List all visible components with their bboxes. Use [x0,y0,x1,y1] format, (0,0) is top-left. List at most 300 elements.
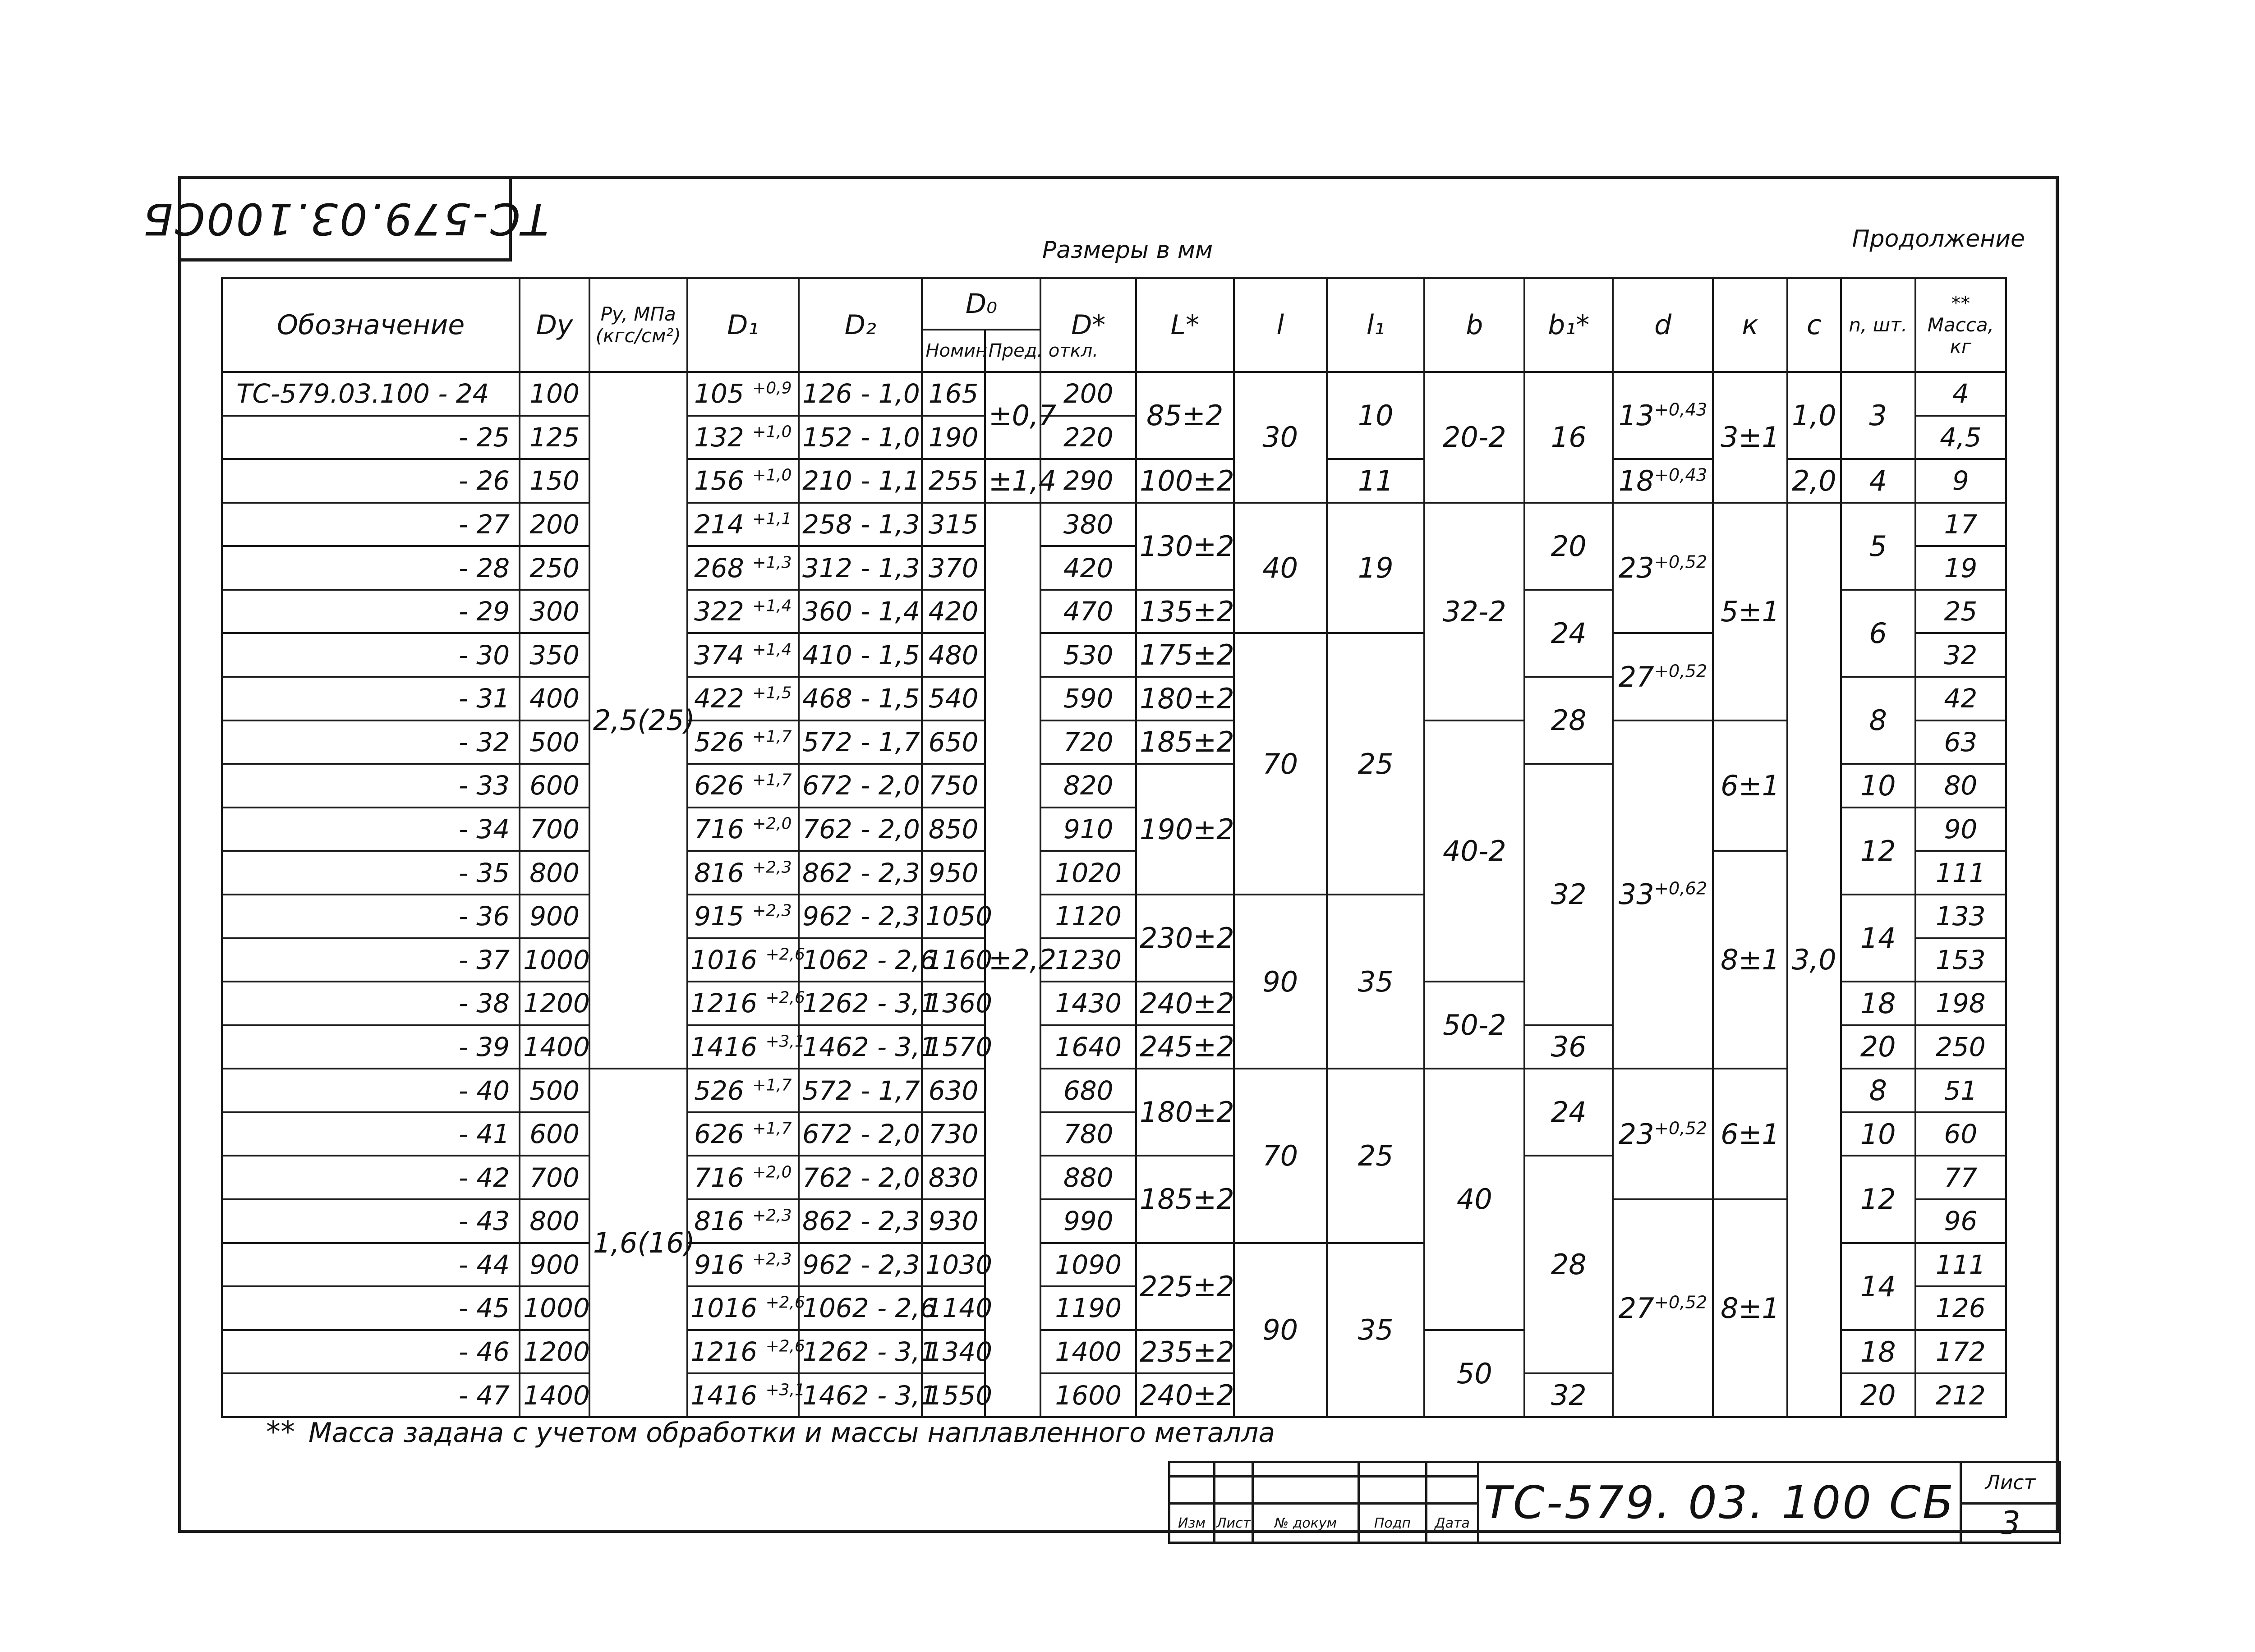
d1-tolerance: +1,7 [752,771,792,790]
d-hole-tolerance: +0,43 [1654,465,1707,486]
dy-cell: 200 [520,503,589,546]
d1-tolerance: +2,6 [765,1294,805,1312]
d-star-cell: 1640 [1040,1025,1136,1069]
py-cell: 2,5(25) [589,372,687,1069]
corner-stamp-text: ТС-579.03.100СБ [141,193,549,244]
mass-cell: 32 [1915,633,2006,677]
mass-cell: 9 [1915,459,2006,503]
designation-cell: - 37 [222,938,520,982]
d0-nominal-cell: 950 [922,851,985,895]
caption-izm: Изм [1169,1504,1215,1543]
n-cell: 20 [1841,1373,1915,1417]
d-hole-tolerance: +0,52 [1654,1118,1707,1138]
d1-tolerance: +2,3 [752,1250,792,1269]
b1-cell: 24 [1524,1069,1613,1156]
header-py: Py, МПа (кгс/см²) [589,278,687,372]
title-block-cell [1215,1477,1253,1504]
d-star-cell: 1020 [1040,851,1136,895]
dy-cell: 900 [520,1243,589,1287]
d1-tolerance: +2,0 [752,1163,792,1182]
l-star-cell: 130±2 [1136,503,1234,590]
n-cell: 18 [1841,1330,1915,1374]
dy-cell: 400 [520,677,589,720]
d2-cell: 1262 - 3,1 [799,982,922,1025]
d1-cell [687,590,799,633]
d1-cell [687,677,799,720]
d0-nominal-cell: 1140 [922,1286,985,1330]
d2-cell: 1262 - 3,1 [799,1330,922,1374]
d1-base: 1016 [690,1293,758,1324]
designation-cell: - 35 [222,851,520,895]
d0-nominal-cell: 1030 [922,1243,985,1287]
header-k: к [1713,278,1787,372]
d2-cell: 1062 - 2,6 [799,938,922,982]
sheet-number: 3 [1961,1504,2060,1543]
l1-cell: 10 [1327,372,1425,459]
table-row [222,1199,2006,1243]
b1-cell: 24 [1524,590,1613,677]
d1-cell [687,720,799,764]
d0-tolerance-cell: ±0,7 [985,372,1041,459]
d1-tolerance: +1,4 [752,640,792,659]
title-block-cell [1169,1477,1215,1504]
d2-cell: 962 - 2,3 [799,895,922,938]
d0-nominal-cell: 165 [922,372,985,416]
n-cell: 8 [1841,1069,1915,1112]
designation-cell: - 40 [222,1069,520,1112]
d1-base: 716 [694,1162,744,1193]
l-star-cell: 185±2 [1136,720,1234,764]
mass-cell: 77 [1915,1156,2006,1199]
table-row [222,503,2006,546]
dy-cell: 1400 [520,1373,589,1417]
n-cell: 18 [1841,982,1915,1025]
d-hole-base: 27 [1618,660,1654,693]
k-cell: 8±1 [1713,1199,1787,1417]
designation-cell: - 36 [222,895,520,938]
d-hole-base: 23 [1618,551,1654,585]
d-star-cell: 720 [1040,720,1136,764]
designation-cell: - 30 [222,633,520,677]
d1-base: 322 [694,596,744,627]
d-hole-cell [1613,1069,1713,1199]
d-hole-base: 33 [1618,878,1654,911]
b1-cell: 36 [1524,1025,1613,1069]
mass-cell: 60 [1915,1112,2006,1156]
dy-cell: 600 [520,764,589,808]
d1-base: 214 [694,509,744,540]
l1-cell: 35 [1327,1243,1425,1417]
corner-stamp [141,176,549,262]
mass-cell: 80 [1915,764,2006,808]
d1-tolerance: +3,1 [765,1381,805,1400]
d2-cell: 672 - 2,0 [799,1112,922,1156]
footnote-text: Масса задана с учетом обработки и массы наплавленного металла [308,1417,1275,1449]
designation-cell: - 33 [222,764,520,808]
mass-cell: 198 [1915,982,2006,1025]
mass-cell: 42 [1915,677,2006,720]
designation-cell: - 28 [222,546,520,590]
d1-base: 1216 [690,1336,758,1367]
d-hole-cell [1613,720,1713,1069]
n-cell: 4 [1841,459,1915,503]
mass-cell: 133 [1915,895,2006,938]
header-d2: D₂ [799,278,922,372]
d1-base: 132 [694,422,744,453]
d0-nominal-cell: 480 [922,633,985,677]
d1-cell [687,459,799,503]
d1-cell [687,895,799,938]
n-cell: 20 [1841,1025,1915,1069]
dy-cell: 300 [520,590,589,633]
d1-tolerance: +2,3 [752,901,792,920]
d0-nominal-cell: 730 [922,1112,985,1156]
dy-cell: 1000 [520,938,589,982]
d1-cell [687,982,805,1025]
n-cell: 10 [1841,1112,1915,1156]
d-hole-base: 27 [1618,1291,1654,1325]
b-cell: 50-2 [1424,982,1524,1069]
l1-cell: 35 [1327,895,1425,1069]
d-hole-cell [1613,1199,1713,1417]
n-cell: 5 [1841,503,1915,590]
l-star-cell: 230±2 [1136,895,1234,982]
d-star-cell: 1090 [1040,1243,1136,1287]
title-block [1168,1461,2061,1544]
d2-cell: 360 - 1,4 [799,590,922,633]
n-cell: 6 [1841,590,1915,677]
d1-cell [687,938,805,982]
d1-tolerance: +0,9 [752,379,792,398]
d-hole-tolerance: +0,52 [1654,1292,1707,1313]
mass-cell: 96 [1915,1199,2006,1243]
dy-cell: 1200 [520,1330,589,1374]
b-cell: 50 [1424,1330,1524,1417]
b1-cell: 32 [1524,1373,1613,1417]
dy-cell: 1400 [520,1025,589,1069]
mass-cell: 172 [1915,1330,2006,1374]
d-star-cell: 820 [1040,764,1136,808]
caption-doc-number: № докум [1253,1504,1359,1543]
designation-cell: - 34 [222,808,520,851]
d2-cell: 572 - 1,7 [799,720,922,764]
d1-tolerance: +2,3 [752,1206,792,1225]
d2-cell: 962 - 2,3 [799,1243,922,1287]
dy-cell: 500 [520,1069,589,1112]
dy-cell: 250 [520,546,589,590]
l-cell: 30 [1234,372,1327,503]
d-star-cell: 680 [1040,1069,1136,1112]
dy-cell: 800 [520,1199,589,1243]
header-d1: D₁ [687,278,799,372]
d1-tolerance: +1,3 [752,553,792,572]
table-row [222,851,2006,895]
designation-cell: - 29 [222,590,520,633]
header-l: l [1234,278,1327,372]
d1-cell [687,808,799,851]
dy-cell: 700 [520,808,589,851]
d1-tolerance: +3,1 [765,1032,805,1051]
d1-base: 268 [694,552,744,583]
b-cell: 40-2 [1424,720,1524,982]
b1-cell: 20 [1524,503,1613,590]
k-cell: 8±1 [1713,851,1787,1069]
mass-cell: 126 [1915,1286,2006,1330]
d1-cell [687,1112,799,1156]
caption-list: Лист [1215,1504,1253,1543]
b1-cell: 28 [1524,677,1613,764]
designation-cell: - 31 [222,677,520,720]
d2-cell: 672 - 2,0 [799,764,922,808]
title-block-cell [1427,1477,1478,1504]
d1-base: 1016 [690,944,758,975]
d0-nominal-cell: 1550 [922,1373,985,1417]
dy-cell: 150 [520,459,589,503]
c-cell: 2,0 [1787,459,1841,503]
header-designation: Обозначение [222,278,520,372]
d1-cell [687,416,799,459]
d-hole-tolerance: +0,52 [1654,661,1707,681]
footnote-stars: ** [266,1416,295,1449]
d1-tolerance: +1,4 [752,597,792,615]
l-cell: 70 [1234,633,1327,894]
title-block-cell [1253,1462,1359,1477]
designation-cell: - 32 [222,720,520,764]
l-cell: 90 [1234,895,1327,1069]
table-row [222,720,2006,764]
d1-tolerance: +2,6 [765,945,805,964]
b-cell: 20-2 [1424,372,1524,503]
designation-cell: - 44 [222,1243,520,1287]
header-b: b [1424,278,1524,372]
l-cell: 40 [1234,503,1327,633]
d1-base: 1416 [690,1031,758,1062]
continuation-label: Продолжение [1852,225,2025,252]
mass-cell: 4,5 [1915,416,2006,459]
k-cell: 3±1 [1713,372,1787,503]
d2-cell: 762 - 2,0 [799,1156,922,1199]
d2-cell: 862 - 2,3 [799,1199,922,1243]
designation-cell: - 25 [222,416,520,459]
d1-base: 916 [694,1249,744,1280]
b-cell: 40 [1424,1069,1524,1330]
mass-cell: 250 [1915,1025,2006,1069]
d-star-cell: 780 [1040,1112,1136,1156]
d1-cell [687,1286,805,1330]
dy-cell: 500 [520,720,589,764]
mass-cell: 19 [1915,546,2006,590]
d-star-cell: 880 [1040,1156,1136,1199]
l-star-cell: 175±2 [1136,633,1234,677]
header-dy: Dy [520,278,589,372]
n-cell: 12 [1841,1156,1915,1243]
l-star-cell: 135±2 [1136,590,1234,633]
d0-nominal-cell: 370 [922,546,985,590]
units-note: Размеры в мм [1042,237,1213,264]
dy-cell: 1200 [520,982,589,1025]
designation-cell: - 27 [222,503,520,546]
designation-cell: ТС-579.03.100 - 24 [222,372,520,416]
d-hole-cell [1613,503,1713,633]
d1-cell [687,1025,805,1069]
dy-cell: 125 [520,416,589,459]
d1-cell [687,372,799,416]
d-hole-base: 18 [1618,464,1654,497]
mass-cell: 17 [1915,503,2006,546]
d0-nominal-cell: 420 [922,590,985,633]
d1-tolerance: +2,3 [752,858,792,877]
mass-cell: 63 [1915,720,2006,764]
header-l-star: L* [1136,278,1234,372]
d-star-cell: 1120 [1040,895,1136,938]
d2-cell: 410 - 1,5 [799,633,922,677]
d1-cell [687,851,799,895]
d-hole-tolerance: +0,43 [1654,399,1707,420]
d-star-cell: 590 [1040,677,1136,720]
l-star-cell: 225±2 [1136,1243,1234,1330]
n-cell: 8 [1841,677,1915,764]
d0-nominal-cell: 1050 [922,895,985,938]
n-cell: 3 [1841,372,1915,459]
designation-cell: - 41 [222,1112,520,1156]
d-star-cell: 530 [1040,633,1136,677]
l-cell: 70 [1234,1069,1327,1243]
d-star-cell: 1430 [1040,982,1136,1025]
d2-cell: 210 - 1,1 [799,459,922,503]
d1-cell [687,764,799,808]
d0-nominal-cell: 930 [922,1199,985,1243]
title-block-cell [1253,1477,1359,1504]
d0-tolerance-cell: ±2,2 [985,503,1041,1417]
d1-base: 374 [694,639,744,670]
dy-cell: 100 [520,372,589,416]
l1-cell: 19 [1327,503,1425,633]
d-hole-cell [1613,372,1713,459]
b1-cell: 28 [1524,1156,1613,1373]
sheet-label: Лист [1961,1462,2060,1504]
d2-cell: 258 - 1,3 [799,503,922,546]
designation-cell: - 26 [222,459,520,503]
n-cell: 12 [1841,808,1915,895]
table-row [222,372,2006,416]
d-hole-base: 13 [1618,399,1654,432]
d0-nominal-cell: 650 [922,720,985,764]
mass-cell: 90 [1915,808,2006,851]
header-d0-tolerance: Пред. откл. [985,330,1041,372]
table-row [222,1069,2006,1112]
d-star-cell: 220 [1040,416,1136,459]
d0-nominal-cell: 630 [922,1069,985,1112]
py-cell: 1,6(16) [589,1069,687,1417]
title-block-cell [1215,1462,1253,1477]
title-block-cell [1359,1462,1427,1477]
d-star-cell: 200 [1040,372,1136,416]
mass-cell: 51 [1915,1069,2006,1112]
d1-base: 915 [694,901,744,932]
title-block-cell [1169,1462,1215,1477]
d1-cell [687,1156,799,1199]
d0-nominal-cell: 1360 [922,982,985,1025]
d0-nominal-cell: 255 [922,459,985,503]
l-star-cell: 100±2 [1136,459,1234,503]
d1-base: 105 [694,378,744,409]
d0-nominal-cell: 850 [922,808,985,851]
dy-cell: 350 [520,633,589,677]
n-cell: 10 [1841,764,1915,808]
dy-cell: 900 [520,895,589,938]
d1-tolerance: +1,7 [752,1119,792,1138]
d-star-cell: 290 [1040,459,1136,503]
b1-cell: 16 [1524,372,1613,503]
d1-cell [687,546,799,590]
d-star-cell: 420 [1040,546,1136,590]
d-star-cell: 1190 [1040,1286,1136,1330]
d1-base: 716 [694,814,744,845]
d2-cell: 152 - 1,0 [799,416,922,459]
designation-cell: - 42 [222,1156,520,1199]
d1-base: 156 [694,465,744,496]
d1-cell [687,1243,799,1287]
designation-cell: - 45 [222,1286,520,1330]
d-star-cell: 990 [1040,1199,1136,1243]
d-star-cell: 1230 [1040,938,1136,982]
designation-cell: - 47 [222,1373,520,1417]
designation-cell: - 46 [222,1330,520,1374]
d2-cell: 572 - 1,7 [799,1069,922,1112]
d2-cell: 1462 - 3,1 [799,1373,922,1417]
d1-cell [687,1373,805,1417]
d0-nominal-cell: 190 [922,416,985,459]
header-c: c [1787,278,1841,372]
mass-cell: 111 [1915,851,2006,895]
d1-base: 526 [694,1075,744,1106]
d1-tolerance: +2,0 [752,814,792,833]
mass-cell: 4 [1915,372,2006,416]
k-cell: 6±1 [1713,1069,1787,1199]
c-cell: 3,0 [1787,503,1841,1417]
n-cell: 14 [1841,1243,1915,1330]
caption-date: Дата [1427,1504,1478,1543]
l-star-cell: 240±2 [1136,1373,1234,1417]
d0-nominal-cell: 1160 [922,938,985,982]
d1-tolerance: +1,0 [752,466,792,485]
d1-cell [687,1199,799,1243]
dy-cell: 700 [520,1156,589,1199]
dy-cell: 800 [520,851,589,895]
d2-cell: 126 - 1,0 [799,372,922,416]
d1-cell [687,503,799,546]
header-d-star: D* [1040,278,1136,372]
d-hole-cell [1613,633,1713,720]
designation-cell: - 39 [222,1025,520,1069]
l-star-cell: 245±2 [1136,1025,1234,1069]
d2-cell: 762 - 2,0 [799,808,922,851]
d1-base: 526 [694,726,744,757]
d-star-cell: 380 [1040,503,1136,546]
header-d: d [1613,278,1713,372]
header-d0: D₀ [922,278,1040,330]
l-star-cell: 180±2 [1136,1069,1234,1156]
n-cell: 14 [1841,895,1915,982]
d0-nominal-cell: 750 [922,764,985,808]
header-mass: ** Масса, кг [1915,278,2006,372]
d1-base: 816 [694,857,744,888]
specification-table [221,277,2007,1418]
d1-cell [687,1069,799,1112]
d1-base: 626 [694,1119,744,1150]
d2-cell: 1462 - 3,1 [799,1025,922,1069]
d1-tolerance: +2,6 [765,989,805,1008]
